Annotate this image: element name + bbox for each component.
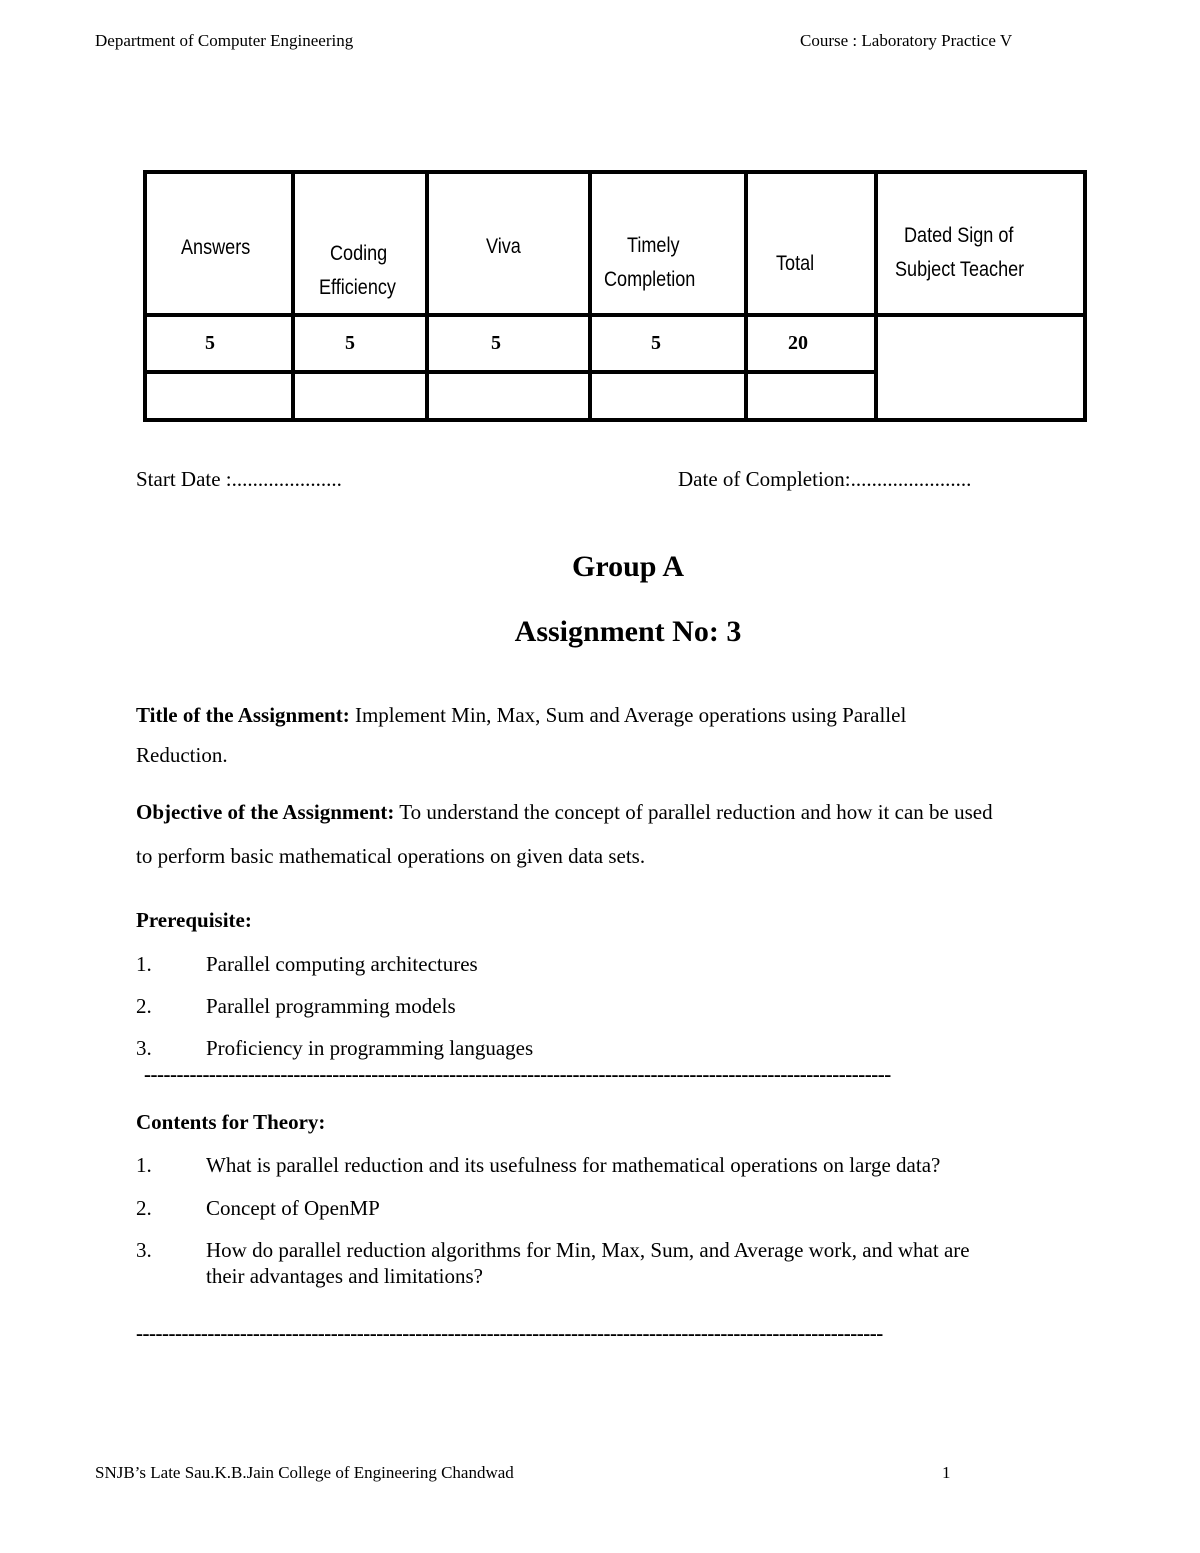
- start-date: Start Date :.....................: [136, 467, 342, 491]
- header-timely-label: Timely: [627, 233, 680, 257]
- obtained-timely-completion: [590, 372, 746, 420]
- prereq-item: Parallel computing architectures: [206, 952, 478, 976]
- title-label: Title of the Assignment:: [136, 703, 350, 727]
- marks-max-row: [145, 315, 1085, 371]
- header-cell-dated-sign: [876, 172, 1085, 315]
- header-department: Department of Computer Engineering: [95, 31, 354, 50]
- obtained-total: [746, 372, 876, 420]
- header-dated-sign-label: Dated Sign of: [904, 223, 1014, 247]
- title-text-line2: Reduction.: [136, 743, 228, 767]
- theory-item: Concept of OpenMP: [206, 1196, 380, 1220]
- assignment-objective: [136, 800, 993, 825]
- marks-table: [143, 170, 1087, 422]
- completion-date: Date of Completion:.......................: [678, 467, 972, 491]
- header-course: Course : Laboratory Practice V: [800, 31, 1013, 50]
- header-answers-label: Answers: [181, 235, 251, 259]
- prereq-item: Parallel programming models: [206, 994, 456, 1018]
- obtained-answers: [145, 372, 293, 420]
- obtained-coding-efficiency: [293, 372, 427, 420]
- header-coding-label: Coding: [330, 241, 388, 265]
- assignment-title: [136, 703, 906, 728]
- prereq-number: 1.: [136, 952, 152, 976]
- theory-item-continuation: their advantages and limitations?: [206, 1264, 483, 1288]
- title-text-line1: Implement Min, Max, Sum and Average operations using Parallel: [349, 703, 907, 727]
- theory-item: How do parallel reduction algorithms for Min, Max, Sum, and Average work, and what are: [206, 1238, 970, 1262]
- theory-number: 1.: [136, 1153, 152, 1177]
- header-total-label: Total: [776, 251, 815, 275]
- theory-number: 2.: [136, 1196, 152, 1220]
- header-cell-total: [746, 172, 876, 315]
- header-cell-answers: [145, 172, 293, 315]
- max-coding-efficiency: 5: [293, 315, 427, 371]
- max-timely-completion: 5: [590, 315, 746, 371]
- obtained-viva: [427, 372, 590, 420]
- objective-text-line2: to perform basic mathematical operations on given data sets.: [136, 844, 646, 868]
- header-viva-label: Viva: [486, 234, 521, 258]
- group-heading: Group A: [572, 550, 684, 583]
- signature-cell: [876, 315, 1085, 420]
- theory-heading: Contents for Theory:: [136, 1110, 326, 1134]
- dashed-divider: -------------------------------------------------------------------------------------------------------------------: [144, 1062, 891, 1086]
- header-completion-label: Completion: [604, 267, 696, 291]
- marks-header-row: [145, 172, 1085, 315]
- header-cell-coding-efficiency: [293, 172, 427, 315]
- theory-number: 3.: [136, 1238, 152, 1262]
- footer-college: SNJB’s Late Sau.K.B.Jain College of Engineering Chandwad: [95, 1463, 514, 1482]
- header-cell-timely-completion: [590, 172, 746, 315]
- assignment-number: Assignment No: 3: [514, 615, 742, 648]
- page-number: 1: [942, 1463, 951, 1482]
- prereq-number: 2.: [136, 994, 152, 1018]
- header-cell-viva: [427, 172, 590, 315]
- prerequisite-heading: Prerequisite:: [136, 908, 252, 932]
- theory-item: What is parallel reduction and its usefulness for mathematical operations on large data?: [206, 1153, 941, 1177]
- prereq-item: Proficiency in programming languages: [206, 1036, 534, 1060]
- header-subject-teacher-label: Subject Teacher: [895, 257, 1025, 281]
- max-total: 20: [746, 315, 876, 371]
- max-answers: 5: [145, 315, 293, 371]
- objective-text-line1: To understand the concept of parallel reduction and how it can be used: [394, 800, 993, 824]
- dashed-divider: -------------------------------------------------------------------------------------------------------------------: [136, 1321, 883, 1345]
- prereq-number: 3.: [136, 1036, 152, 1060]
- header-efficiency-label: Efficiency: [319, 275, 396, 299]
- objective-label: Objective of the Assignment:: [136, 800, 395, 824]
- max-viva: 5: [427, 315, 590, 371]
